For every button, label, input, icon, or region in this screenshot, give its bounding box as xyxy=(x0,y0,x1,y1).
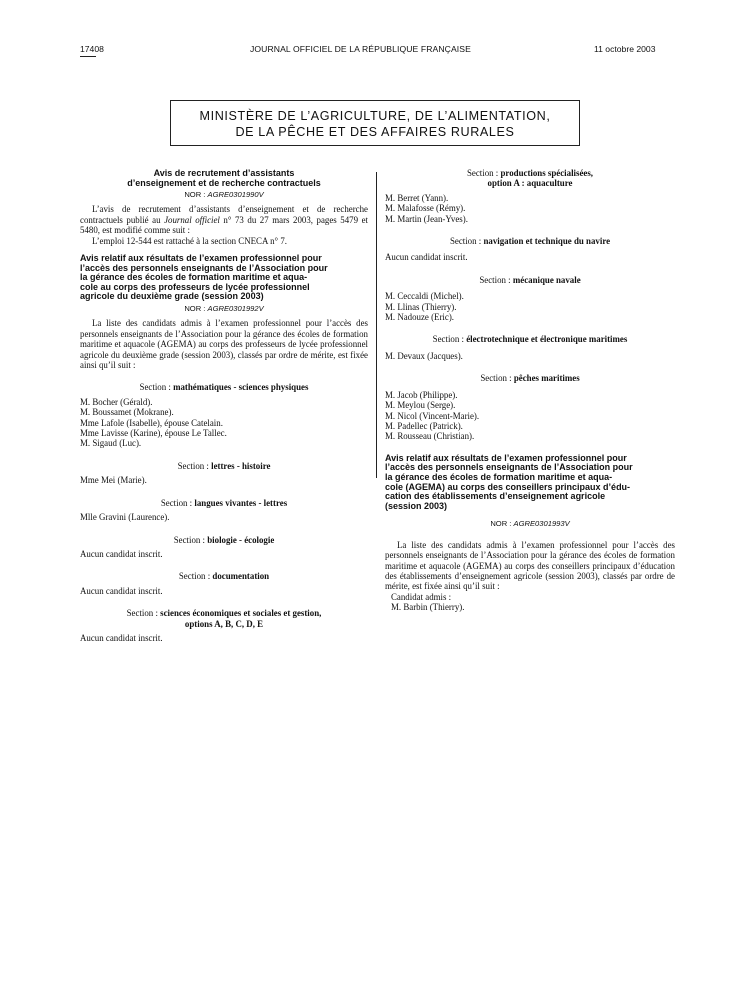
notice-title-line: la gérance des écoles de formation maritime et aqua- xyxy=(80,272,308,283)
issue-date: 11 octobre 2003 xyxy=(594,44,656,54)
list-item: M. Nadouze (Eric). xyxy=(385,312,454,323)
section-heading: Section : électrotechnique et électronique maritimes xyxy=(432,334,628,345)
list-item: M. Malafosse (Rémy). xyxy=(385,203,466,214)
notice-title-line: cole (AGEMA) au corps des conseillers principaux d’édu- xyxy=(385,481,631,492)
notice-title-line: l’accès des personnels enseignants de l’Association pour xyxy=(80,262,328,273)
section-heading: Section : pêches maritimes xyxy=(480,373,580,384)
section-heading: Section : mécanique navale xyxy=(479,274,581,285)
list-item: Aucun candidat inscrit. xyxy=(385,252,468,263)
list-item: Aucun candidat inscrit. xyxy=(80,548,163,559)
notice-title-line: cation des établissements d’enseignement agricole xyxy=(385,491,606,502)
ministry-line-1: MINISTÈRE DE L’AGRICULTURE, DE L’ALIMENTATION, xyxy=(199,109,551,123)
section-heading: Section : productions spécialisées, xyxy=(466,168,594,178)
ministry-box xyxy=(170,100,580,146)
section-heading: Section : biologie - écologie xyxy=(173,534,275,545)
list-item: M. Devaux (Jacques). xyxy=(385,350,463,361)
notice-title-line: l’accès des personnels enseignants de l’Association pour xyxy=(385,462,633,473)
notice-title-line: (session 2003) xyxy=(385,500,448,511)
page-number: 17408 xyxy=(80,44,104,54)
list-item: M. Rousseau (Christian). xyxy=(385,431,475,442)
notice-paragraph: L’emploi 12-544 est rattaché à la section CNECA n° 7. xyxy=(92,235,287,246)
list-item: M. Barbin (Thierry). xyxy=(391,602,465,613)
list-item: M. Jacob (Philippe). xyxy=(385,389,458,400)
list-item: Mme Lavisse (Karine), épouse Le Tallec. xyxy=(80,428,227,439)
section-heading: Section : langues vivantes - lettres xyxy=(160,497,288,508)
notice-paragraph: La liste des candidats admis à l’examen professionnel pour l’accès des personnels enseignants de l’Association pour la gérance des écoles de formation maritime et aquacole (AGEMA) au corps des conseillers principaux d’éducation des établissements d’enseignement agricole (session 2003), classés par ordre de mérite, est fixée ainsi qu’il suit : xyxy=(385,539,675,592)
list-item: M. Meylou (Serge). xyxy=(385,400,456,411)
section-heading-cont: options A, B, C, D, E xyxy=(184,618,264,629)
ministry-line-2: DE LA PÊCHE ET DES AFFAIRES RURALES xyxy=(235,125,515,139)
nor-reference: NOR : AGRE0301993V xyxy=(490,519,570,529)
section-heading: Section : documentation xyxy=(178,571,270,582)
list-item: Mme Lafole (Isabelle), épouse Catelain. xyxy=(80,417,223,428)
notice-paragraph: L’avis de recrutement d’assistants d’enseignement et de recherche contractuels publié au Journal officiel n° 73 du 27 mars 2003, pages 5479 et 5480, est modifié comme suit : xyxy=(80,204,368,236)
list-item: M. Berret (Yann). xyxy=(385,192,449,203)
section-heading-cont: option A : aquaculture xyxy=(487,178,573,189)
list-item: M. Martin (Jean-Yves). xyxy=(385,213,468,224)
notice-paragraph: La liste des candidats admis à l’examen professionnel pour l’accès des personnels enseignants de l’Association pour la gérance des écoles de formation maritime et aquacole (AGEMA) au corps des professeurs de lycée professionnel agricole du deuxième grade (session 2003), classés par ordre de mérite, est fixée ainsi qu’il suit : xyxy=(80,318,368,371)
notice-recruitment xyxy=(80,168,368,246)
section-heading: Section : mathématiques - sciences physiques xyxy=(139,382,309,393)
nor-reference: NOR : AGRE0301990V xyxy=(184,190,264,199)
list-item: M. Padellec (Patrick). xyxy=(385,420,463,431)
list-item: M. Boussamet (Mokrane). xyxy=(80,407,174,418)
section-heading: Section : sciences économiques et sociales et gestion, xyxy=(126,608,322,619)
notice-title-line: Avis relatif aux résultats de l’examen professionnel pour xyxy=(80,253,322,264)
list-item: M. Ceccaldi (Michel). xyxy=(385,291,464,302)
journal-title: JOURNAL OFFICIEL DE LA RÉPUBLIQUE FRANÇAISE xyxy=(250,44,471,54)
section-heading: Section : navigation et technique du navire xyxy=(449,236,611,247)
list-item: Mme Mei (Marie). xyxy=(80,475,147,486)
list-item: Mlle Gravini (Laurence). xyxy=(80,512,170,523)
notice-title-line: cole au corps des professeurs de lycée professionnel xyxy=(80,281,310,292)
notice-exam-conseillers xyxy=(385,454,675,613)
list-item: M. Sigaud (Luc). xyxy=(80,438,142,449)
notice-exam-professeurs xyxy=(80,254,368,643)
notice-title-line: Avis relatif aux résultats de l’examen professionnel pour xyxy=(385,452,627,463)
list-item: M. Nicol (Vincent-Marie). xyxy=(385,410,480,421)
left-column xyxy=(80,168,368,643)
notice-title-line: d’enseignement et de recherche contractuels xyxy=(127,178,321,188)
notice-title-line: agricole du deuxième grade (session 2003) xyxy=(80,291,264,302)
list-item: M. Llinas (Thierry). xyxy=(385,301,457,312)
notice-title-line: la gérance des écoles de formation maritime et aqua- xyxy=(385,471,613,482)
header-rule xyxy=(80,56,96,57)
right-column xyxy=(385,168,675,613)
column-divider xyxy=(376,172,377,478)
list-item: Aucun candidat inscrit. xyxy=(80,632,163,643)
nor-reference: NOR : AGRE0301992V xyxy=(184,304,264,313)
section-heading: Section : lettres - histoire xyxy=(177,460,271,471)
admitted-label: Candidat admis : xyxy=(391,591,452,602)
list-item: Aucun candidat inscrit. xyxy=(80,585,163,596)
list-item: M. Bocher (Gérald). xyxy=(80,396,153,407)
notice-title-line: Avis de recrutement d’assistants xyxy=(153,168,295,178)
